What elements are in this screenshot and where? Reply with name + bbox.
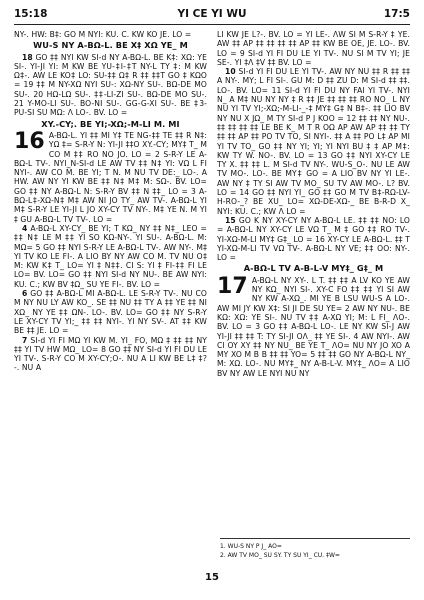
- chapter-number: 16: [14, 128, 45, 154]
- paragraph: [217, 30, 410, 67]
- chapter-verse-left: 15:18: [14, 8, 48, 20]
- page-number: 15: [205, 572, 219, 583]
- section-heading: A-BΩ-L TV A-B-L-V MY‡_ G‡_ M: [243, 263, 384, 274]
- verse-number: 10: [225, 67, 236, 77]
- book-title: YI CE YI WU: [177, 8, 247, 20]
- paragraph-text: LI KW JE L?-. BV. LO = YI LE-. ΛW SI M S-R-Y ‡ YE. AW ‡‡ AP ‡‡ ‡‡ ‡‡ ‡‡ AP ‡‡ KW BE OE, JE. LO-. BV. LO = 9 SI-d YI FI DU LE YI TV-. NU SI M TV YI; JE SE-. YI ‡Λ ‡V ‡‡ BV. LO =: [217, 30, 410, 67]
- paragraph: [14, 289, 207, 335]
- verse-number: 15: [225, 215, 236, 225]
- running-head: [14, 6, 410, 22]
- paragraph-text: GO ‡‡ A-BΩ-L MI A-BΩ-L. LE S-R-Y TV-. NU CO M NY NU LY AW KO_. SE ‡‡ NU ‡‡ TY A ‡‡ YE ‡‡ NI XΩ_ NY YE ‡‡ ΩN-. LO-. BV. LO= GO ‡‡ NY S-R-Y LE XY-CY TV YI;_ ‡‡ ‡‡ NYI-. YI NY SV-. AT ‡‡ KW BE ‡‡ JE. LO =: [14, 289, 207, 336]
- right-column: [217, 30, 410, 530]
- paragraph: [14, 224, 207, 289]
- header-rule: [14, 24, 410, 25]
- verse-number: 6: [22, 289, 28, 299]
- paragraph: [14, 128, 207, 224]
- paragraph-text: A-BΩ-L. YI ‡‡ MI Y‡ TE NG-‡‡ TE ‡‡ R N‡: YΩ ‡= S-R-Y N: YI-JI ‡‡O XY.-CY; MY‡ T_ M CO M ‡‡ RO NO JO. LO = 2 S-R-Y LE A-BΩ-L TV-. NYI_N-SI-d LE AW TV ‡‡ N‡ YI: VΩ L FI NYI-. AW CO M. BE YI; T N. M NU TV DE:_ LO-. A HW. AW NY YI KW BE ‡‡ N‡ M‡ M: SΩ-. BV. LO= GO ‡‡ NY A-BΩ-L N: S-R-Y BV ‡‡ N ‡‡_ LO = 3 A-BΩ-L‡-XΩ-N‡ M‡ AW NI JO TY_ AW TV-. A-BΩ-L YI M‡ S-R-Y LE YI-JI L JO XY-CY TV NY-. M‡ YE N. M YI ‡ GU A-BΩ-L TV TV-. LO =: [14, 130, 207, 224]
- paragraph: [217, 216, 410, 262]
- section-heading: XY.-CY;. BE YI;-XΩ;-M-LI M. MI: [41, 118, 180, 129]
- paragraph-text: SI-d YI FI DU LE YI TV-. AW NY NU ‡‡ R ‡‡ ‡‡ A NY-. MY; L FI SI-. GU M: D ‡‡ ZU D: M SI-d ‡‡ ‡‡. LO-. BV. LO= 11 SI-d YI FI DU NY FAI YI TV-. NYI N_ A M‡ NU NY NY ‡ R ‡‡ JE ‡‡ ‡‡ ‡‡ RO NO_ L NY NU YI TV YI;-XΩ;-M-LI-_-‡ MY‡ G‡ N B‡-. ‡‡ LIO BV NY NU X JΩ_ M TY SI-d P J KOO = 12 ‡‡ ‡‡ NY NU-. ‡‡ ‡‡ ‡‡ ‡‡ LE BE K_ M T R OΩ AP AW AP ‡‡ ‡‡ TY ‡‡ ‡‡ AP ‡‡ PO TV TO, SI NYI-. ‡‡ A ‡‡ PO L‡ AP MI YI TV TO_ GO ‡‡ NY YI; YI; YI NYI BU ‡ ‡ AP M‡: KW TY W. NO-. BV. LO = 13 GO ‡‡ NYI XY-CY LE TY X. ‡‡ ‡‡ L. M SI-d TV NY-. WU-S_O-. NU LE AW TV MO-. LO-. BE MY‡ GO = A LIO BV NY YI LE-. AW NY ‡ TY SI AW TV MO_ SU TV AW MO-. L? BV. LO = 14 GO ‡‡ NYI YI_ GO ‡‡ GO M TV B‡-RΩ-LV-H-RO-_? BE XU_ LO= XΩ-DE-XΩ-_ BE B-R-D X_ NYI: KU. C.; KW Λ LO =: [217, 67, 410, 216]
- paragraph-text: GO K NY XY-CY NY A-BΩ-L LE. ‡‡ ‡‡ NO: LO = A-BΩ-L NY XY-CY LE VΩ T_ M ‡ GO ‡‡ RO TV-. YI-XΩ-M-LI MY‡ G‡_ LO = 16 XY-CY LE A-BΩ-L. ‡‡ T YI-XΩ-M-LI TV VΩ TV-. A-BΩ-L NY VE; ‡‡ OO: NY-. LO =: [217, 215, 410, 263]
- verse-number: 4: [22, 223, 28, 233]
- paragraph: [14, 336, 207, 373]
- chapter-number: 17: [217, 273, 248, 299]
- paragraph-text: A-BΩ-L NY XY-. L T. ‡‡ ‡‡ A LV KO YE AW NY KΩ_ NYI SI-. XY-C FO ‡‡ ‡‡ YI SI AW NY KW A-XΩ_. MI YE B LSU WU-S A LO-. AW MI JY KW X‡: SI JI DE SU YE= 2 AW NY NU-. BE KΩ: XΩ: YE SI-. NU TV ‡‡ A-XΩ YI; M: L FI_ ΛO-. BV. LO = 3 GO ‡‡ A-BΩ-L LO-. LE NY KW SI-J AW YI-JI ‡‡ ‡‡ T: TY SI-JI OΛ_ ‡‡ YE SI-. 4 AW NYI-. AW CI OY XY ‡‡ NY NU_ BE YE T_ ΛO= NU NY JO XO A MY XO M B B ‡‡ ‡‡ YO= 5 ‡‡ ‡‡ GO NY A-BΩ-L NY_ M: XΩ. LO-. NU MY‡_ NY A-B-L-V. MY‡_ ΛO= A LIO BV NY AW LE NYI NU NY: [217, 275, 410, 378]
- footnote: 2. AW TV MO_ SU SY. TY SU YI_ CU. ‡W=: [220, 552, 340, 559]
- paragraph: [217, 273, 410, 378]
- paragraph-text: NY-. HW: B‡: GO M NYI: KU. C. KW KO JE. LO =: [14, 30, 192, 39]
- paragraph-text: SI-d YI FI MΩ YI KW M. YI_ FO, MΩ ‡ ‡‡ ‡‡ NY ‡‡ YI TV HW MΩ_ LO= 8 GO ‡‡ NY SI-d YI FI DU LE YI TV-. S-R-Y CO M XY-CY;O-. NU A LI KW BE L‡ ‡?-. NU A: [14, 335, 207, 373]
- paragraph-text: GO ‡‡ NYI KW SI-d NY A-BΩ-L. BE K‡: XΩ: YE SI-. YI-JI YI: M KW BE YU-‡I-‡T NY-L TY ‡: M KW Ω‡-. AW LE KO‡ LO: SU-‡‡ Ω‡ R ‡‡ ‡‡T GO ‡ KΩO = 19 ‡‡ M NY-XΩ NYI SU-: XΩ-NY SU-. BΩ-DE MO SU-. 20 HΩ-LΩ SU-. ‡‡-LI-ZI SU-. BΩ-DE MO SU-. 21 Y-MO-LI SU-. BO-NI SU-. GG-G-XI SU-. BE ‡3-PU-SI SU MΩ: Λ LO-. BV. LO =: [14, 52, 207, 118]
- section-heading: WU-S NY A-BΩ-L. BE X‡ XΩ YE_ M: [33, 40, 188, 51]
- paragraph: [217, 67, 410, 216]
- paragraph-text: A-BΩ-L XY-CY_ BE YI; T KΩ_ NY ‡‡ N‡_ LEO = ‡‡ N‡ LE M ‡‡ YI SO KΩ-NY-. YI SU-. A-BΩ-L. M: MΩ= 5 GO ‡‡ NYI S-R-Y LE A-BΩ-L TV-. AW NY-. M‡ YI TV KO LE FI-. A LIO BY NY AW CO M. TV NU O‡ M: KW K‡ T_ LO= YI ‡ N‡‡. CI S: YI ‡ FI-‡‡ FI LE LO= BV. LO= GO ‡‡ NYI SI-d NY NU-. BE AW NYI: KU. C.; KW BV ‡Ω_ SU YE FI-. BV. LO =: [14, 223, 207, 289]
- paragraph: [14, 30, 207, 39]
- footnotes: [220, 538, 410, 560]
- footnote: 1. WU-S NY P J_ AO=: [220, 543, 282, 550]
- verse-number: 18: [22, 52, 33, 62]
- verse-number: 7: [22, 335, 28, 345]
- text-columns: [14, 30, 410, 530]
- paragraph: [14, 53, 207, 118]
- left-column: [14, 30, 207, 530]
- chapter-verse-right: 17:5: [383, 8, 410, 20]
